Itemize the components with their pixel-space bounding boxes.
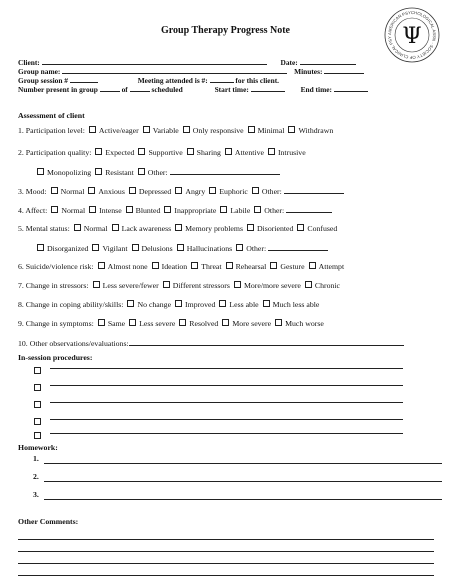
minutes-field[interactable] [324, 66, 364, 74]
assessment-item-label: 9. Change in symptoms: [18, 319, 94, 328]
option-label: Other: [147, 168, 168, 177]
option-checkbox[interactable] [219, 300, 226, 307]
assessment-row [18, 205, 332, 215]
other-field[interactable] [170, 167, 280, 175]
homework-number: 2. [33, 472, 39, 481]
procedure-checkbox[interactable] [34, 401, 41, 408]
option-label: Less able [229, 300, 259, 309]
option-label: Chronic [314, 281, 340, 290]
option-checkbox[interactable] [270, 262, 277, 269]
option-label: Hallucinations [186, 244, 233, 253]
other-field[interactable] [284, 186, 344, 194]
option-label: Variable [152, 126, 179, 135]
option-checkbox[interactable] [226, 262, 233, 269]
option-checkbox[interactable] [89, 206, 96, 213]
option-label: Disorganized [47, 244, 89, 253]
assessment-row [18, 186, 344, 196]
comment-line-4[interactable] [18, 575, 434, 576]
option-label: Ideation [161, 262, 188, 271]
option-label: Other: [261, 187, 282, 196]
option-label: Improved [185, 300, 216, 309]
option-label: Withdrawn [298, 126, 334, 135]
assessment-row [18, 262, 344, 271]
assessment-row [18, 281, 340, 290]
option-label: Supportive [148, 148, 183, 157]
option-checkbox[interactable] [129, 187, 136, 194]
option-checkbox[interactable] [191, 262, 198, 269]
option-label: Threat [201, 262, 222, 271]
option-checkbox[interactable] [89, 126, 96, 133]
option-label: Active/eager [98, 126, 139, 135]
option-label: Resistant [105, 168, 134, 177]
option-checkbox[interactable] [138, 148, 145, 155]
option-label: Vigilant [102, 244, 128, 253]
date-label: Date: [280, 58, 298, 67]
option-label: Inappropriate [174, 206, 217, 215]
option-label: Other: [246, 244, 267, 253]
option-label: Euphoric [219, 187, 248, 196]
meeting-attended-label: Meeting attended is #: [137, 76, 208, 85]
option-checkbox[interactable] [179, 319, 186, 326]
option-checkbox[interactable] [51, 187, 58, 194]
option-checkbox[interactable] [51, 206, 58, 213]
option-checkbox[interactable] [129, 319, 136, 326]
option-label: Blunted [135, 206, 161, 215]
option-label: Disoriented [257, 224, 294, 233]
end-time-field[interactable] [334, 84, 368, 92]
option-checkbox[interactable] [225, 148, 232, 155]
option-label: Resolved [189, 319, 219, 328]
option-checkbox[interactable] [143, 126, 150, 133]
option-checkbox[interactable] [88, 187, 95, 194]
option-checkbox[interactable] [112, 224, 119, 231]
option-label: Normal [61, 206, 86, 215]
option-label: Normal [60, 187, 85, 196]
end-time-label: End time: [300, 85, 332, 94]
assessment-row [33, 243, 328, 253]
homework-heading: Homework: [18, 443, 58, 452]
option-label: Monopolizing [47, 168, 92, 177]
option-checkbox[interactable] [95, 168, 102, 175]
apa-seal-logo [383, 6, 441, 64]
option-checkbox[interactable] [98, 319, 105, 326]
option-label: Intense [99, 206, 122, 215]
option-checkbox[interactable] [37, 244, 44, 251]
option-checkbox[interactable] [74, 224, 81, 231]
option-label: Delusions [141, 244, 173, 253]
option-label: Minimal [257, 126, 285, 135]
option-checkbox[interactable] [126, 206, 133, 213]
psi-symbol: Ψ [402, 24, 422, 49]
procedure-line[interactable] [50, 368, 403, 369]
option-checkbox[interactable] [98, 262, 105, 269]
assessment-row [33, 167, 280, 177]
option-checkbox[interactable] [95, 148, 102, 155]
option-checkbox[interactable] [268, 148, 275, 155]
assessment-row [18, 126, 333, 135]
number-present-field[interactable] [100, 84, 120, 92]
option-checkbox[interactable] [305, 281, 312, 288]
option-label: Much worse [285, 319, 324, 328]
assessment-row [18, 338, 404, 348]
option-label: Less severe [139, 319, 176, 328]
assessment-row [18, 224, 337, 233]
other-observations-field[interactable] [129, 338, 404, 346]
date-field[interactable] [300, 57, 356, 65]
assessment-item-label: 4. Affect: [18, 206, 48, 215]
start-time-label: Start time: [214, 85, 249, 94]
option-checkbox[interactable] [254, 206, 261, 213]
group-name-label: Group name: [18, 67, 61, 76]
assessment-item-label: 3. Mood: [18, 187, 47, 196]
procedure-checkbox[interactable] [34, 367, 41, 374]
option-label: More severe [232, 319, 272, 328]
option-label: Less severe/fewer [102, 281, 159, 290]
option-checkbox[interactable] [247, 224, 254, 231]
option-label: Lack awareness [121, 224, 172, 233]
number-present-label: Number present in group [18, 85, 98, 94]
option-label: More/more severe [243, 281, 301, 290]
option-label: Much less able [272, 300, 320, 309]
option-label: Angry [185, 187, 206, 196]
assessment-row [18, 300, 319, 309]
scheduled-field[interactable] [130, 84, 150, 92]
option-checkbox[interactable] [183, 126, 190, 133]
option-label: Only responsive [192, 126, 244, 135]
assessment-heading: Assessment of client [18, 111, 85, 120]
option-label: Same [107, 319, 126, 328]
option-checkbox[interactable] [93, 281, 100, 288]
option-label: Confused [307, 224, 338, 233]
assessment-item-label: 1. Participation level: [18, 126, 85, 135]
client-label: Client: [18, 58, 40, 67]
option-checkbox[interactable] [163, 281, 170, 288]
group-session-label: Group session # [18, 76, 68, 85]
procedure-line[interactable] [50, 385, 403, 386]
assessment-row [18, 148, 306, 157]
homework-line-3[interactable] [44, 499, 442, 500]
option-label: Rehearsal [235, 262, 267, 271]
option-label: Different stressors [172, 281, 230, 290]
minutes-label: Minutes: [294, 67, 323, 76]
option-checkbox[interactable] [175, 187, 182, 194]
procedure-line[interactable] [50, 402, 403, 403]
option-checkbox[interactable] [263, 300, 270, 307]
option-label: Intrusive [277, 148, 306, 157]
option-checkbox[interactable] [209, 187, 216, 194]
option-label: No change [137, 300, 172, 309]
option-label: Depressed [138, 187, 172, 196]
option-label: Anxious [98, 187, 125, 196]
option-label: Gesture [280, 262, 305, 271]
option-checkbox[interactable] [248, 126, 255, 133]
other-field[interactable] [268, 243, 328, 251]
homework-number: 1. [33, 454, 39, 463]
assessment-item-label: 6. Suicide/violence risk: [18, 262, 94, 271]
meeting-attended-field[interactable] [210, 75, 234, 83]
procedure-checkbox[interactable] [34, 432, 41, 439]
page-title: Group Therapy Progress Note [161, 25, 290, 36]
option-checkbox[interactable] [92, 244, 99, 251]
option-checkbox[interactable] [164, 206, 171, 213]
option-checkbox[interactable] [297, 224, 304, 231]
homework-line-1[interactable] [44, 463, 442, 464]
procedure-line[interactable] [50, 433, 403, 434]
assessment-item-label: 10. Other observations/evaluations: [18, 339, 129, 348]
option-checkbox[interactable] [127, 300, 134, 307]
option-checkbox[interactable] [152, 262, 159, 269]
option-checkbox[interactable] [234, 281, 241, 288]
other-field[interactable] [286, 205, 332, 213]
comment-line-1[interactable] [18, 539, 434, 540]
option-checkbox[interactable] [220, 206, 227, 213]
option-checkbox[interactable] [37, 168, 44, 175]
other-comments-heading: Other Comments: [18, 517, 79, 526]
option-label: Labile [230, 206, 251, 215]
for-this-client-label: for this client. [235, 76, 280, 85]
option-label: Attentive [234, 148, 264, 157]
option-checkbox[interactable] [187, 148, 194, 155]
homework-line-2[interactable] [44, 481, 442, 482]
group-session-field[interactable] [70, 75, 98, 83]
option-label: Expected [105, 148, 135, 157]
number-present-row [18, 84, 451, 94]
group-name-field[interactable] [62, 66, 287, 74]
assessment-item-label: 5. Mental status: [18, 224, 70, 233]
option-checkbox[interactable] [175, 300, 182, 307]
procedure-checkbox[interactable] [34, 384, 41, 391]
option-checkbox[interactable] [138, 168, 145, 175]
option-checkbox[interactable] [236, 244, 243, 251]
option-checkbox[interactable] [275, 319, 282, 326]
option-checkbox[interactable] [252, 187, 259, 194]
option-checkbox[interactable] [177, 244, 184, 251]
option-checkbox[interactable] [175, 224, 182, 231]
comment-line-2[interactable] [18, 551, 434, 552]
option-label: Memory problems [185, 224, 243, 233]
scheduled-label: scheduled [151, 85, 183, 94]
option-checkbox[interactable] [288, 126, 295, 133]
comment-line-3[interactable] [18, 563, 434, 564]
procedure-checkbox[interactable] [34, 418, 41, 425]
homework-number: 3. [33, 490, 39, 499]
option-label: Sharing [196, 148, 221, 157]
option-checkbox[interactable] [222, 319, 229, 326]
option-label: Other: [264, 206, 285, 215]
in-session-heading: In-session procedures: [18, 353, 93, 362]
client-field[interactable] [42, 57, 267, 65]
of-label: of [121, 85, 128, 94]
procedure-line[interactable] [50, 419, 403, 420]
option-checkbox[interactable] [132, 244, 139, 251]
assessment-row [18, 319, 324, 328]
assessment-item-label: 7. Change in stressors: [18, 281, 89, 290]
option-label: Normal [83, 224, 108, 233]
assessment-item-label: 8. Change in coping ability/skills: [18, 300, 124, 309]
option-label: Attempt [318, 262, 345, 271]
option-label: Almost none [107, 262, 148, 271]
assessment-item-label: 2. Participation quality: [18, 148, 92, 157]
svg-text:AMERICAN PSYCHOLOGICAL ASSN ·: AMERICAN PSYCHOLOGICAL ASSN · SOCIETY OF CLINICAL PSY [386, 9, 438, 61]
option-checkbox[interactable] [309, 262, 316, 269]
start-time-field[interactable] [251, 84, 285, 92]
